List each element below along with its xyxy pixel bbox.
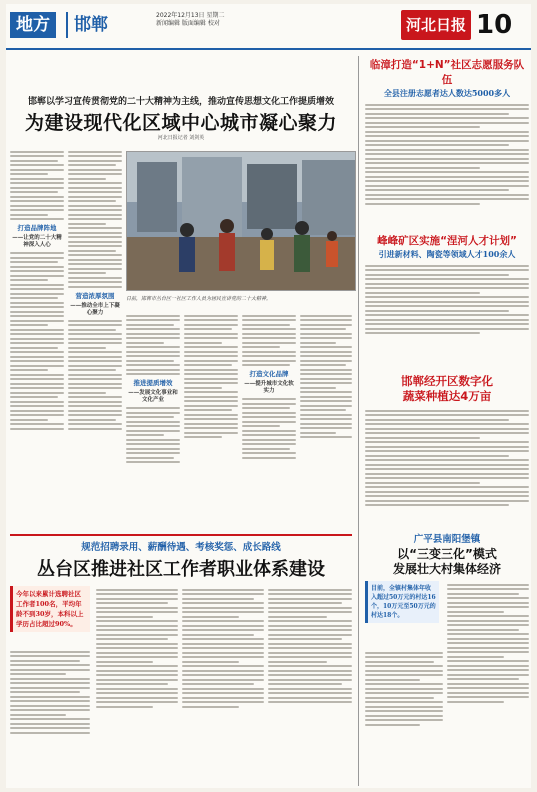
lead-subhead-4: 打造文化品牌 [249, 370, 289, 378]
lead-headline: 为建设现代化区域中心城市凝心聚力 [24, 112, 337, 134]
masthead [6, 4, 531, 50]
right-story-4 [365, 532, 529, 781]
lead-subhead-3: 推进提质增效 [133, 379, 173, 387]
section-label: 地方 [10, 12, 56, 38]
right-story-4-highlight: 目前，全镇村集体年收入超过50万元的村达16个，10万元至50万元的村达18个。 [365, 581, 439, 623]
right-story-2-title: 峰峰矿区实施“涅河人才计划” [377, 235, 517, 247]
right-story-4-title-line2: 以“三变三化”模式 [397, 547, 497, 561]
lead-photo-caption: 日前，邯郸市丛台区一社区工作人员为居民宣讲党的二十大精神。 [126, 296, 272, 302]
lead-photo [126, 151, 356, 291]
newspaper-logo: 河北日报 [401, 10, 471, 40]
lead-column-1 [10, 148, 64, 526]
newspaper-page [6, 4, 531, 788]
right-story-4-title: 广平县南阳堡镇 [413, 534, 481, 545]
right-story-1 [365, 58, 529, 241]
right-story-1-body [365, 101, 529, 241]
right-column [358, 56, 528, 786]
lead-byline: 河北日报记者 刘剑英 [157, 135, 205, 141]
right-story-3 [365, 374, 529, 537]
date-line: 2022年12月13日 星期二 [156, 12, 225, 19]
bottom-column-2 [96, 586, 178, 782]
editor-line: 新闻编辑 版面编辑 校对 [156, 20, 220, 27]
region-label: 邯郸 [66, 12, 114, 38]
lead-subhead-2b: ——推动全市上下凝心聚力 [70, 302, 120, 316]
bottom-column-4 [268, 586, 352, 782]
lead-story [10, 56, 352, 531]
right-story-4-title-line3: 发展壮大村集体经济 [392, 562, 501, 576]
lead-subhead-1: 打造品牌阵地 [17, 224, 57, 232]
bottom-story [10, 534, 352, 784]
lead-subhead-1b: ——让党的二十大精神深入人心 [12, 235, 62, 248]
right-story-2-subtitle: 引进新材料、陶瓷等领域人才100余人 [378, 249, 516, 259]
right-story-4-body-col-2 [365, 649, 443, 777]
page-number: 10 [476, 10, 513, 40]
right-story-3-body [365, 407, 529, 537]
lead-subhead-4b: ——提升城市文化软实力 [244, 381, 294, 394]
right-story-4-body-wrap [365, 581, 529, 781]
lead-subhead-2: 营造浓厚氛围 [75, 291, 115, 300]
right-story-3-title: 邯郸经开区数字化 [401, 374, 493, 388]
right-story-3-title-line2: 蔬菜种植达4万亩 [402, 389, 492, 403]
right-story-2-body [365, 262, 529, 362]
lead-subhead-3b: ——发展文化事业和文化产业 [128, 390, 178, 403]
bottom-headline: 丛台区推进社区工作者职业体系建设 [37, 559, 325, 580]
lead-kicker: 邯郸以学习宣传贯彻党的二十大精神为主线，推动宣传思想文化工作提质增效 [27, 97, 334, 107]
right-story-1-subtitle: 全县注册志愿者达人数达5000多人 [383, 88, 511, 98]
lead-column-4 [184, 312, 238, 526]
right-story-4-body-col-1 [447, 581, 529, 777]
bottom-column-1 [10, 648, 90, 784]
lead-column-6 [300, 312, 352, 526]
lead-column-3 [126, 312, 180, 526]
bottom-kicker: 规范招聘录用、薪酬待遇、考核奖惩、成长路线 [81, 542, 281, 553]
lead-column-5 [242, 312, 296, 526]
right-story-2 [365, 234, 529, 362]
lead-column-2 [68, 148, 122, 526]
right-story-1-title: 临漳打造“1+N”社区志愿服务队伍 [369, 59, 525, 86]
bottom-highlight-box: 今年以来累计选聘社区工作者100名，平均年龄不到30岁，本科以上学历占比超过90%。 [10, 586, 90, 632]
bottom-column-3 [182, 586, 264, 782]
masthead-meta [156, 12, 224, 28]
